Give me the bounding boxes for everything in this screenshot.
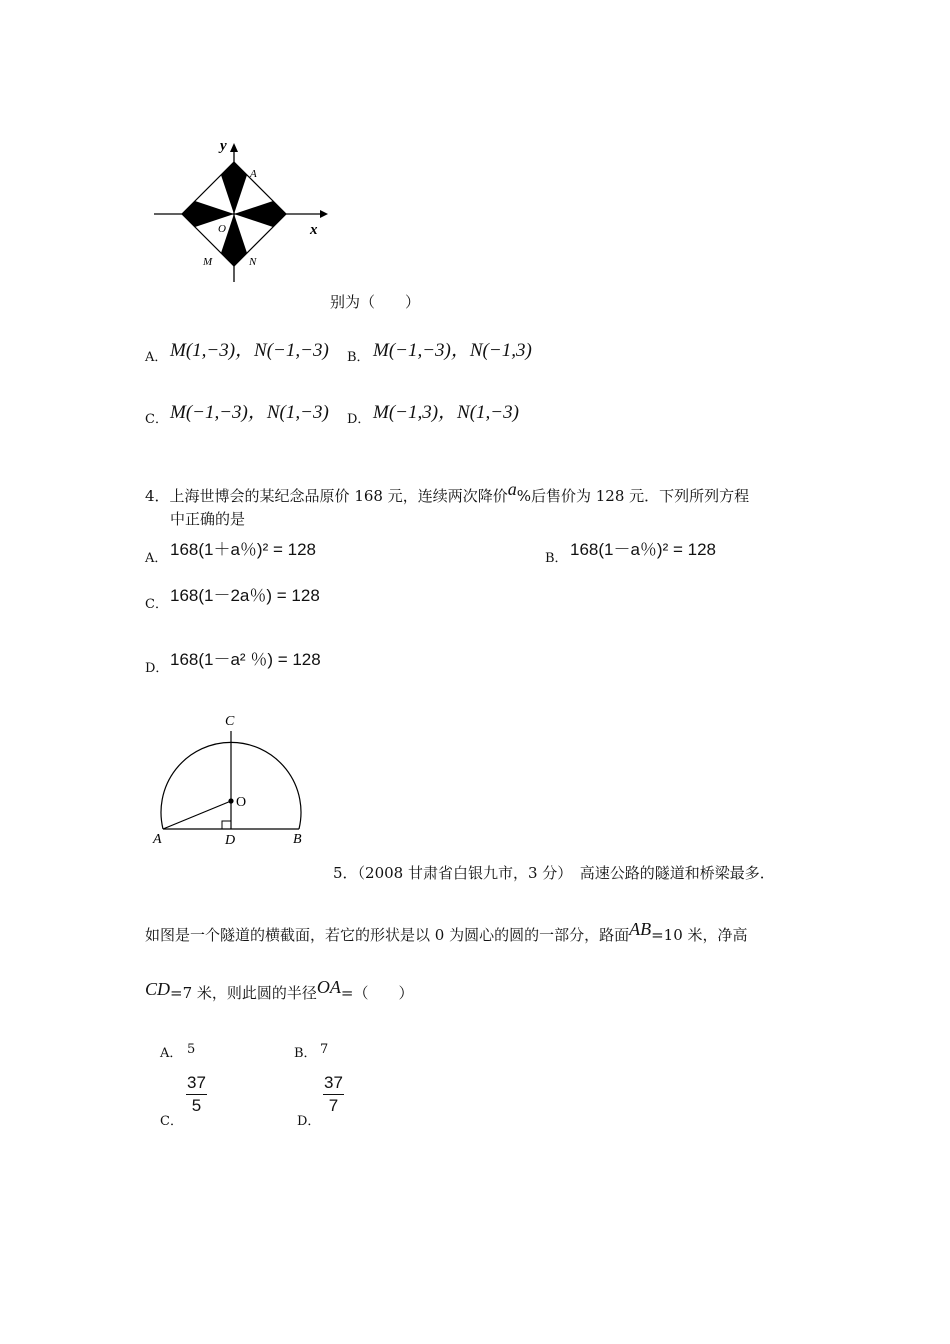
q4-option-c-expr: 168(1－2a％) = 128 <box>170 586 320 605</box>
q5-var-cd: CD <box>145 979 171 999</box>
q3-option-d-expr: M(−1,3)，N(1,−3) <box>373 402 519 423</box>
x-axis-arrow <box>320 210 328 218</box>
label-o: O <box>218 223 226 235</box>
right-angle-mark <box>222 821 231 829</box>
q4-option-a-expr: 168(1＋a％)² = 128 <box>170 540 316 559</box>
label-a: A <box>250 168 257 180</box>
q4-stem-before: 4．上海世博会的某纪念品原价 168 元，连续两次降价 <box>145 487 508 505</box>
label-x: x <box>310 222 318 238</box>
blade-left <box>182 201 234 227</box>
q5-option-c-numerator: 37 <box>186 1073 207 1095</box>
y-axis-arrow <box>230 143 238 152</box>
label-a2: A <box>153 832 162 847</box>
q3-option-a-expr: M(1,−3)，N(−1,−3) <box>170 340 329 361</box>
q5-var-oa: OA <box>316 977 341 997</box>
label-m: M <box>203 256 213 268</box>
blade-right <box>234 201 286 227</box>
q4-option-c-letter: C． <box>145 597 168 612</box>
label-c: C <box>225 714 235 729</box>
q3-option-b-expr: M(−1,−3)，N(−1,3) <box>373 340 532 361</box>
q3-option-a-letter: A． <box>145 350 168 365</box>
q4-option-d-letter: D． <box>145 661 169 676</box>
q5-option-a-value: 5 <box>187 1042 196 1057</box>
q5-stem-line3-mid: =7 米，则此圆的半径 <box>170 984 317 1002</box>
q5-stem-line2-after: =10 米，净高 <box>651 926 748 944</box>
q5-var-ab: AB <box>629 919 652 939</box>
q5-option-b-letter: B． <box>294 1046 317 1061</box>
label-d: D <box>225 833 236 848</box>
q4-var-a: a <box>507 479 517 499</box>
label-b: B <box>293 832 302 847</box>
blade-bottom <box>221 214 247 266</box>
q3-option-c-expr: M(−1,−3)，N(1,−3) <box>170 402 329 423</box>
q4-option-d-expr: 168(1－a² ％) = 128 <box>170 650 321 669</box>
q4-option-a-letter: A． <box>145 551 168 566</box>
q5-option-c-fraction <box>186 1073 207 1116</box>
q5-stem-line3-after: =（ ） <box>340 984 414 1002</box>
q5-stem-line2 <box>145 919 748 945</box>
q3-prompt-tail: 别为（ ） <box>330 293 421 311</box>
q5-stem-line3 <box>145 977 414 1003</box>
radius-oa <box>163 801 231 829</box>
q3-option-b-letter: B． <box>347 350 370 365</box>
q5-stem-line1: 5．（2008 甘肃省白银九市，3 分） 高速公路的隧道和桥梁最多． <box>333 864 775 882</box>
q5-option-c-denominator: 5 <box>191 1096 202 1115</box>
q4-stem-line2: 中正确的是 <box>170 510 246 528</box>
label-n: N <box>249 256 257 268</box>
q4-stem-after: %后售价为 128 元．下列所列方程 <box>516 487 750 505</box>
q5-option-a-letter: A． <box>160 1046 183 1061</box>
q4-option-b-letter: B． <box>545 551 568 566</box>
q4-stem-line1 <box>145 479 750 506</box>
coordinate-figure <box>148 138 338 288</box>
blade-top <box>221 162 247 214</box>
tunnel-figure <box>148 706 318 852</box>
q5-stem-line2-before: 如图是一个隧道的横截面，若它的形状是以 0 为圆心的圆的一部分，路面 <box>145 926 630 944</box>
center-dot <box>228 798 233 803</box>
q5-option-d-letter: D． <box>297 1114 321 1129</box>
q5-option-d-denominator: 7 <box>328 1096 339 1115</box>
q5-option-b-value: 7 <box>320 1042 329 1057</box>
q3-option-d-letter: D． <box>347 412 371 427</box>
q5-option-c-letter: C． <box>160 1114 183 1129</box>
q5-option-d-fraction <box>323 1073 344 1116</box>
label-o2: O <box>236 795 247 810</box>
q4-option-b-expr: 168(1－a％)² = 128 <box>570 540 716 559</box>
q5-option-d-numerator: 37 <box>323 1073 344 1095</box>
q3-option-c-letter: C． <box>145 412 168 427</box>
label-y: y <box>220 138 227 154</box>
